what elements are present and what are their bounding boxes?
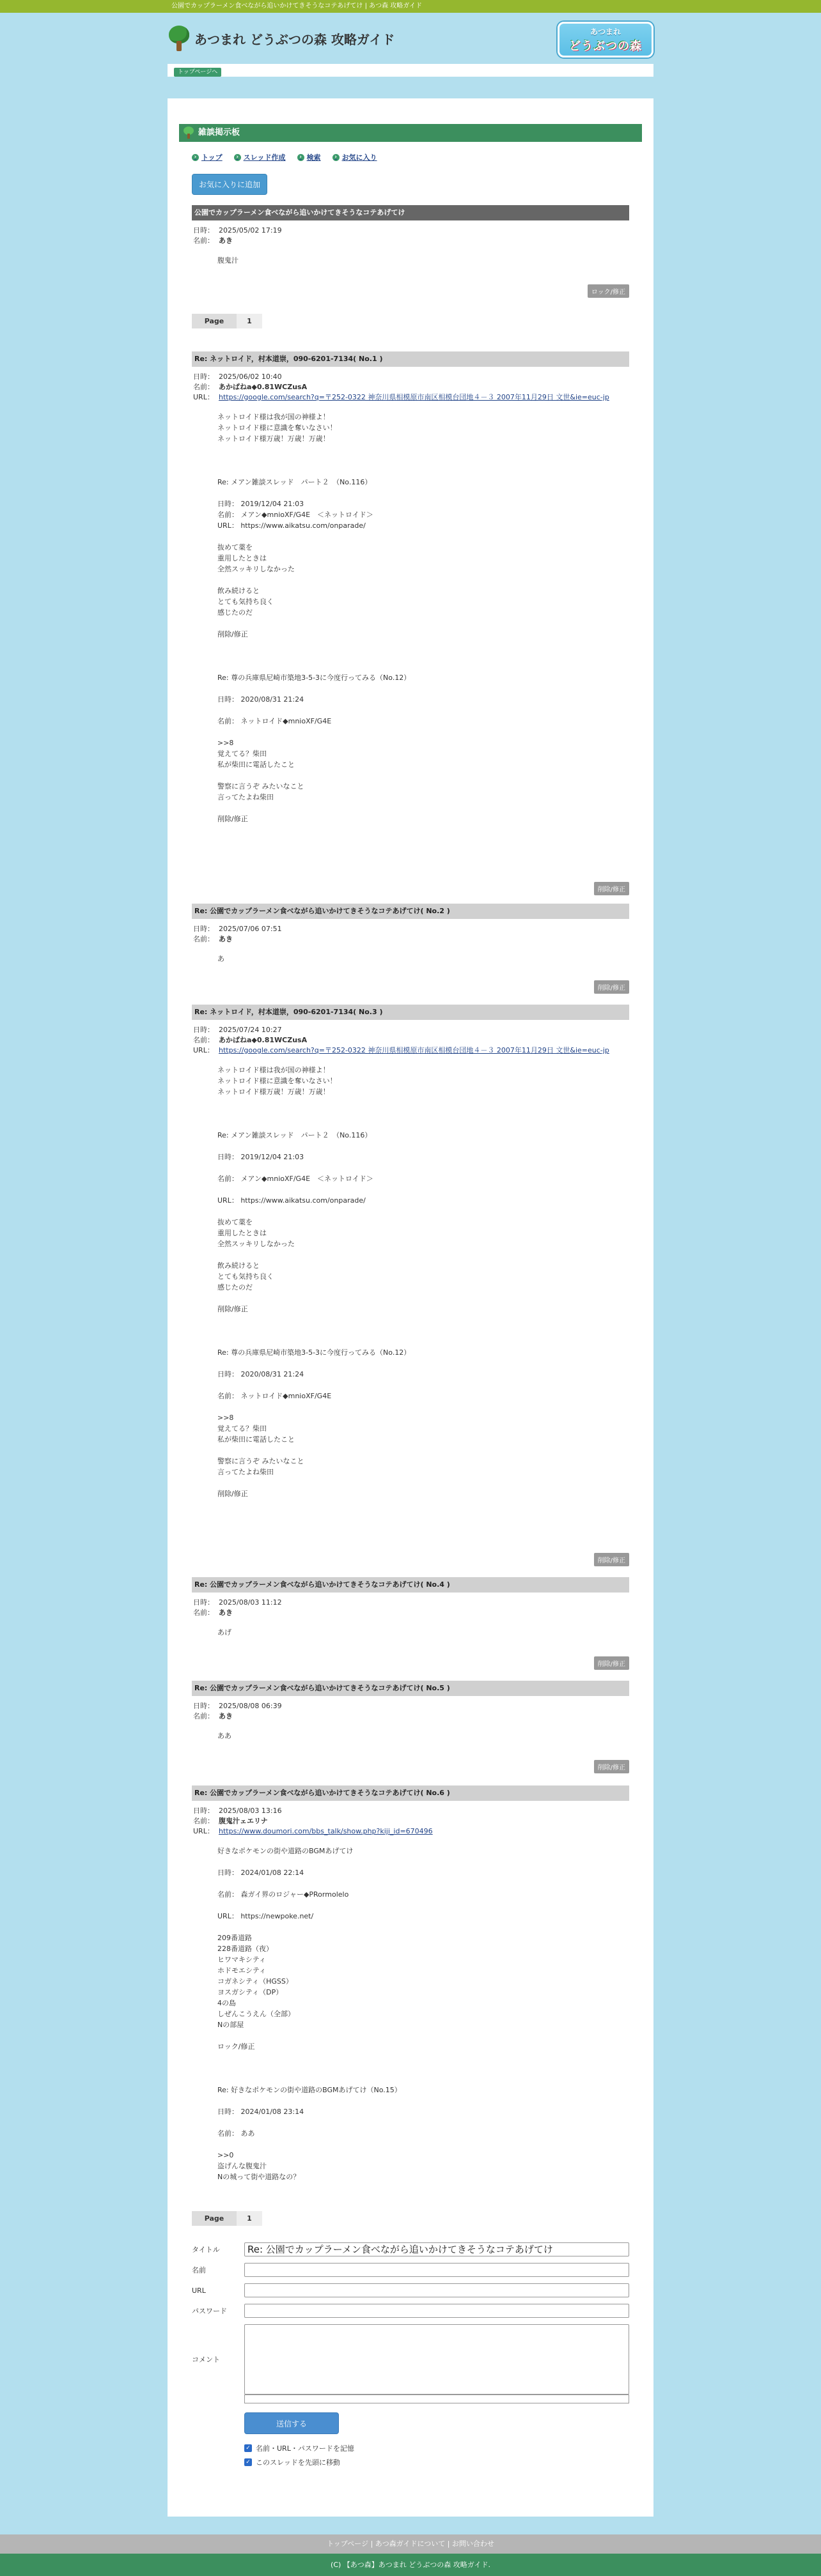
- board-title-text: 雑談掲示板: [198, 128, 240, 137]
- post-date: 2025/08/08 06:39: [219, 1702, 282, 1710]
- post-title: Re: 公園でカップラーメン食べながら追いかけてきそうなコテあげてけ( No.4 ): [192, 1577, 629, 1593]
- url-row: [192, 2283, 629, 2297]
- post-body: ネットロイド様は我が国の神様よ！ ネットロイド様に意識を奪いなさい！ ネットロイド様万歳！万歳！万歳！ Re: メアン雑談スレッド パート２ （No.116） 日時： 2019/12/04 21:03 名前： メアン◆mnioXF/G4E ＜ネットロイド＞ URL： https://www.aikatsu.com/onparade/ 抜めて薬を 重用したときは 全然スッキリしなかった 飲み続けると とても気持ち良く 感じたのだ 削除/修正 Re: 尊の兵庫県尼崎市築地3-5-3に今度行ってみる（No.12） 日時： 2020/08/31 21:24 名前： ネットロイド◆mnioXF/G4E >>8 覚えてる？柴田 私が柴田に電話したこと 警察に言うぞ みたいなこと 言ってたよね柴田 削除/修正: [217, 413, 411, 823]
- check-icon[interactable]: ✓: [244, 2444, 252, 2452]
- password-row: [192, 2304, 629, 2318]
- post-date: 2025/07/06 07:51: [219, 925, 282, 933]
- tree-icon: [168, 26, 191, 51]
- post-author: あき: [219, 935, 233, 943]
- site-title-link[interactable]: [168, 26, 395, 51]
- page-label: Page: [192, 314, 237, 328]
- page-number[interactable]: 1: [237, 314, 262, 328]
- board-links: [192, 152, 642, 162]
- post-date: 2025/08/03 11:12: [219, 1598, 282, 1607]
- delete-edit-button[interactable]: 削除/修正: [594, 1553, 629, 1566]
- link-search-label: 検索: [306, 153, 321, 162]
- post-url-link[interactable]: https://www.doumori.com/bbs_talk/show.php?kiji_id=670496: [219, 1827, 433, 1835]
- post-url-link[interactable]: https://google.com/search?q=〒252-0322 神奈川県相模原市南区相模台団地４－３ 2007年11月29日 文世&ie=euc-jp: [219, 393, 609, 401]
- delete-edit-button[interactable]: 削除/修正: [594, 1760, 629, 1773]
- page-number[interactable]: 1: [237, 2211, 262, 2226]
- name-label: 名前：: [193, 935, 214, 943]
- check-icon[interactable]: ✓: [244, 2458, 252, 2466]
- date-label: 日時：: [193, 1026, 214, 1034]
- pager: [192, 314, 642, 328]
- post-body: 好きなポケモンの街や道路のBGMあげてけ 日時： 2024/01/08 22:14 名前： 森ガイ界のロジャー◆PRormolelo URL： https://newpoke.net/ 209番道路 228番道路（夜） ヒワマキシティ ホドモエシティ コガネシティ（HGSS） ヨスガシティ（DP） 4の島 しぜんこうえん（全部） Nの部屋 ロック/修正 Re: 好きなポケモンの街や道路のBGMあげてけ（No.15） 日時： 2024/01/08 23:14 名前： ああ >>0 盗げんな腹鬼汁 Nの城って街や道路なの？: [217, 1847, 402, 2181]
- post-meta: [192, 1598, 629, 1618]
- main-content: [168, 98, 653, 2517]
- post-title: Re: ネットロイド，村本道崇，090-6201-7134( No.3 ): [192, 1005, 629, 1020]
- post-title: Re: 公園でカップラーメン食べながら追いかけてきそうなコテあげてけ( No.5 ): [192, 1681, 629, 1696]
- name-label: 名前：: [193, 383, 214, 391]
- reply-post: [192, 1005, 629, 1567]
- title-row: [192, 2242, 629, 2256]
- name-label: 名前：: [193, 1608, 214, 1617]
- post-author: あかばねa◆0.81WCZusA: [219, 383, 308, 391]
- arrow-icon: ›: [332, 154, 340, 161]
- game-logo[interactable]: [558, 22, 653, 58]
- post-body: 腹鬼汁: [217, 256, 238, 265]
- delete-edit-button[interactable]: 削除/修正: [594, 882, 629, 895]
- post-author: 腹鬼汁ェエリナ: [219, 1817, 268, 1825]
- url-input[interactable]: [244, 2283, 629, 2297]
- arrow-icon: ›: [297, 154, 304, 161]
- password-label: パスワード: [192, 2307, 227, 2315]
- post-author: あき: [219, 1608, 233, 1617]
- post-author: あき: [219, 1712, 233, 1720]
- submit-button[interactable]: 送信する: [244, 2412, 339, 2434]
- title-input[interactable]: Re: 公園でカップラーメン食べながら追いかけてきそうなコテあげてけ: [244, 2242, 629, 2256]
- reply-form: [192, 2242, 629, 2467]
- post-meta: [192, 1806, 629, 1837]
- post-meta: [192, 1025, 629, 1056]
- link-search[interactable]: [297, 152, 321, 162]
- password-input[interactable]: [244, 2304, 629, 2318]
- delete-edit-button[interactable]: 削除/修正: [594, 980, 629, 994]
- site-header: [168, 13, 653, 64]
- url-label: URL：: [193, 393, 214, 401]
- remember-label: 名前・URL・パスワードを記憶: [256, 2444, 354, 2453]
- date-label: 日時：: [193, 925, 214, 933]
- post-date: 2025/08/03 13:16: [219, 1807, 282, 1815]
- board-title: [179, 124, 642, 142]
- comment-textarea[interactable]: [244, 2324, 629, 2395]
- add-favorite-button[interactable]: お気に入りに追加: [192, 174, 267, 195]
- breadcrumb: [168, 64, 653, 77]
- post-title: Re: ネットロイド，村本道崇，090-6201-7134( No.1 ): [192, 351, 629, 367]
- name-label: 名前：: [193, 1712, 214, 1720]
- site-title-text: あつまれ どうぶつの森 攻略ガイド: [194, 31, 395, 47]
- post-body: ああ: [217, 1732, 231, 1740]
- tree-icon: [183, 127, 194, 139]
- comment-row: [192, 2324, 629, 2395]
- link-top[interactable]: [192, 152, 223, 162]
- name-label: 名前：: [193, 236, 214, 245]
- page-label: Page: [192, 2211, 237, 2226]
- date-label: 日時：: [193, 1702, 214, 1710]
- post-title: Re: 公園でカップラーメン食べながら追いかけてきそうなコテあげてけ( No.6 ): [192, 1785, 629, 1801]
- post-meta: [192, 372, 629, 403]
- link-favorites-label: お気に入り: [341, 153, 377, 162]
- arrow-icon: ›: [192, 154, 199, 161]
- reply-post: [192, 1681, 629, 1774]
- top-bar: 公園でカップラーメン食べながら追いかけてきそうなコテあげてけ | あつ森 攻略ガイド: [0, 0, 821, 13]
- lock-edit-button[interactable]: ロック/修正: [588, 284, 629, 298]
- post-title: Re: 公園でカップラーメン食べながら追いかけてきそうなコテあげてけ( No.2 ): [192, 904, 629, 919]
- logo-line2: どうぶつの森: [569, 39, 642, 53]
- url-label: URL：: [193, 1046, 214, 1054]
- footer-copyright: (C) 【あつ森】あつまれ どうぶつの森 攻略ガイド.: [0, 2554, 821, 2576]
- move-top-checkbox-row[interactable]: [244, 2457, 629, 2467]
- pager: [192, 2211, 642, 2226]
- url-label: URL：: [193, 1827, 214, 1835]
- comment-resize-row: [192, 2395, 629, 2403]
- post-author: あかばねa◆0.81WCZusA: [219, 1036, 308, 1044]
- move-top-label: このスレッドを先頭に移動: [256, 2458, 340, 2467]
- post-meta: [192, 924, 629, 945]
- link-create-label: スレッド作成: [243, 153, 286, 162]
- thread-title: 公園でカップラーメン食べながら追いかけてきそうなコテあげてけ: [192, 205, 629, 220]
- post-body: あ: [217, 955, 224, 963]
- comment-label: コメント: [192, 2356, 220, 2364]
- date-label: 日時：: [193, 373, 214, 381]
- post-url-link[interactable]: https://google.com/search?q=〒252-0322 神奈川県相模原市南区相模台団地４－３ 2007年11月29日 文世&ie=euc-jp: [219, 1046, 609, 1054]
- link-top-label: トップ: [201, 153, 223, 162]
- reply-post: [192, 904, 629, 994]
- arrow-icon: ›: [234, 154, 241, 161]
- title-label: タイトル: [192, 2246, 220, 2254]
- name-label: 名前: [192, 2266, 206, 2274]
- reply-post: [192, 1785, 629, 2209]
- date-label: 日時：: [193, 1598, 214, 1607]
- reply-post: [192, 351, 629, 896]
- link-create-thread[interactable]: [234, 152, 286, 162]
- footer-links[interactable]: トップページ | あつ森ガイドについて | お問い合わせ: [0, 2534, 821, 2554]
- post-meta: [192, 226, 629, 246]
- post-body: あげ: [217, 1628, 231, 1637]
- name-input[interactable]: [244, 2263, 629, 2277]
- link-favorites[interactable]: [332, 152, 377, 162]
- breadcrumb-top-link[interactable]: トップページへ: [174, 68, 221, 77]
- post-author: あき: [219, 236, 233, 245]
- comment-resize-handle[interactable]: [244, 2395, 629, 2403]
- thread-post: [192, 205, 629, 300]
- post-date: 2025/06/02 10:40: [219, 373, 282, 381]
- name-label: 名前：: [193, 1817, 214, 1825]
- logo-line1: あつまれ: [590, 27, 621, 36]
- post-date: 2025/07/24 10:27: [219, 1026, 282, 1034]
- remember-checkbox-row[interactable]: [244, 2443, 629, 2453]
- name-row: [192, 2263, 629, 2277]
- post-body: ネットロイド様は我が国の神様よ！ ネットロイド様に意識を奪いなさい！ ネットロイド様万歳！万歳！万歳！ Re: メアン雑談スレッド パート２ （No.116） 日時： 2019/12/04 21:03 名前： メアン◆mnioXF/G4E ＜ネットロイド＞ URL： https://www.aikatsu.com/onparade/ 抜めて薬を 重用したときは 全然スッキリしなかった 飲み続けると とても気持ち良く 感じたのだ 削除/修正 Re: 尊の兵庫県尼崎市築地3-5-3に今度行ってみる（No.12） 日時： 2020/08/31 21:24 名前： ネットロイド◆mnioXF/G4E >>8 覚えてる？柴田 私が柴田に電話したこと 警察に言うぞ みたいなこと 言ってたよね柴田 削除/修正: [217, 1066, 411, 1498]
- post-date: 2025/05/02 17:19: [219, 226, 282, 235]
- url-label: URL: [192, 2286, 206, 2295]
- post-meta: [192, 1701, 629, 1722]
- date-label: 日時：: [193, 1807, 214, 1815]
- reply-post: [192, 1577, 629, 1670]
- date-label: 日時：: [193, 226, 214, 235]
- delete-edit-button[interactable]: 削除/修正: [594, 1656, 629, 1670]
- name-label: 名前：: [193, 1036, 214, 1044]
